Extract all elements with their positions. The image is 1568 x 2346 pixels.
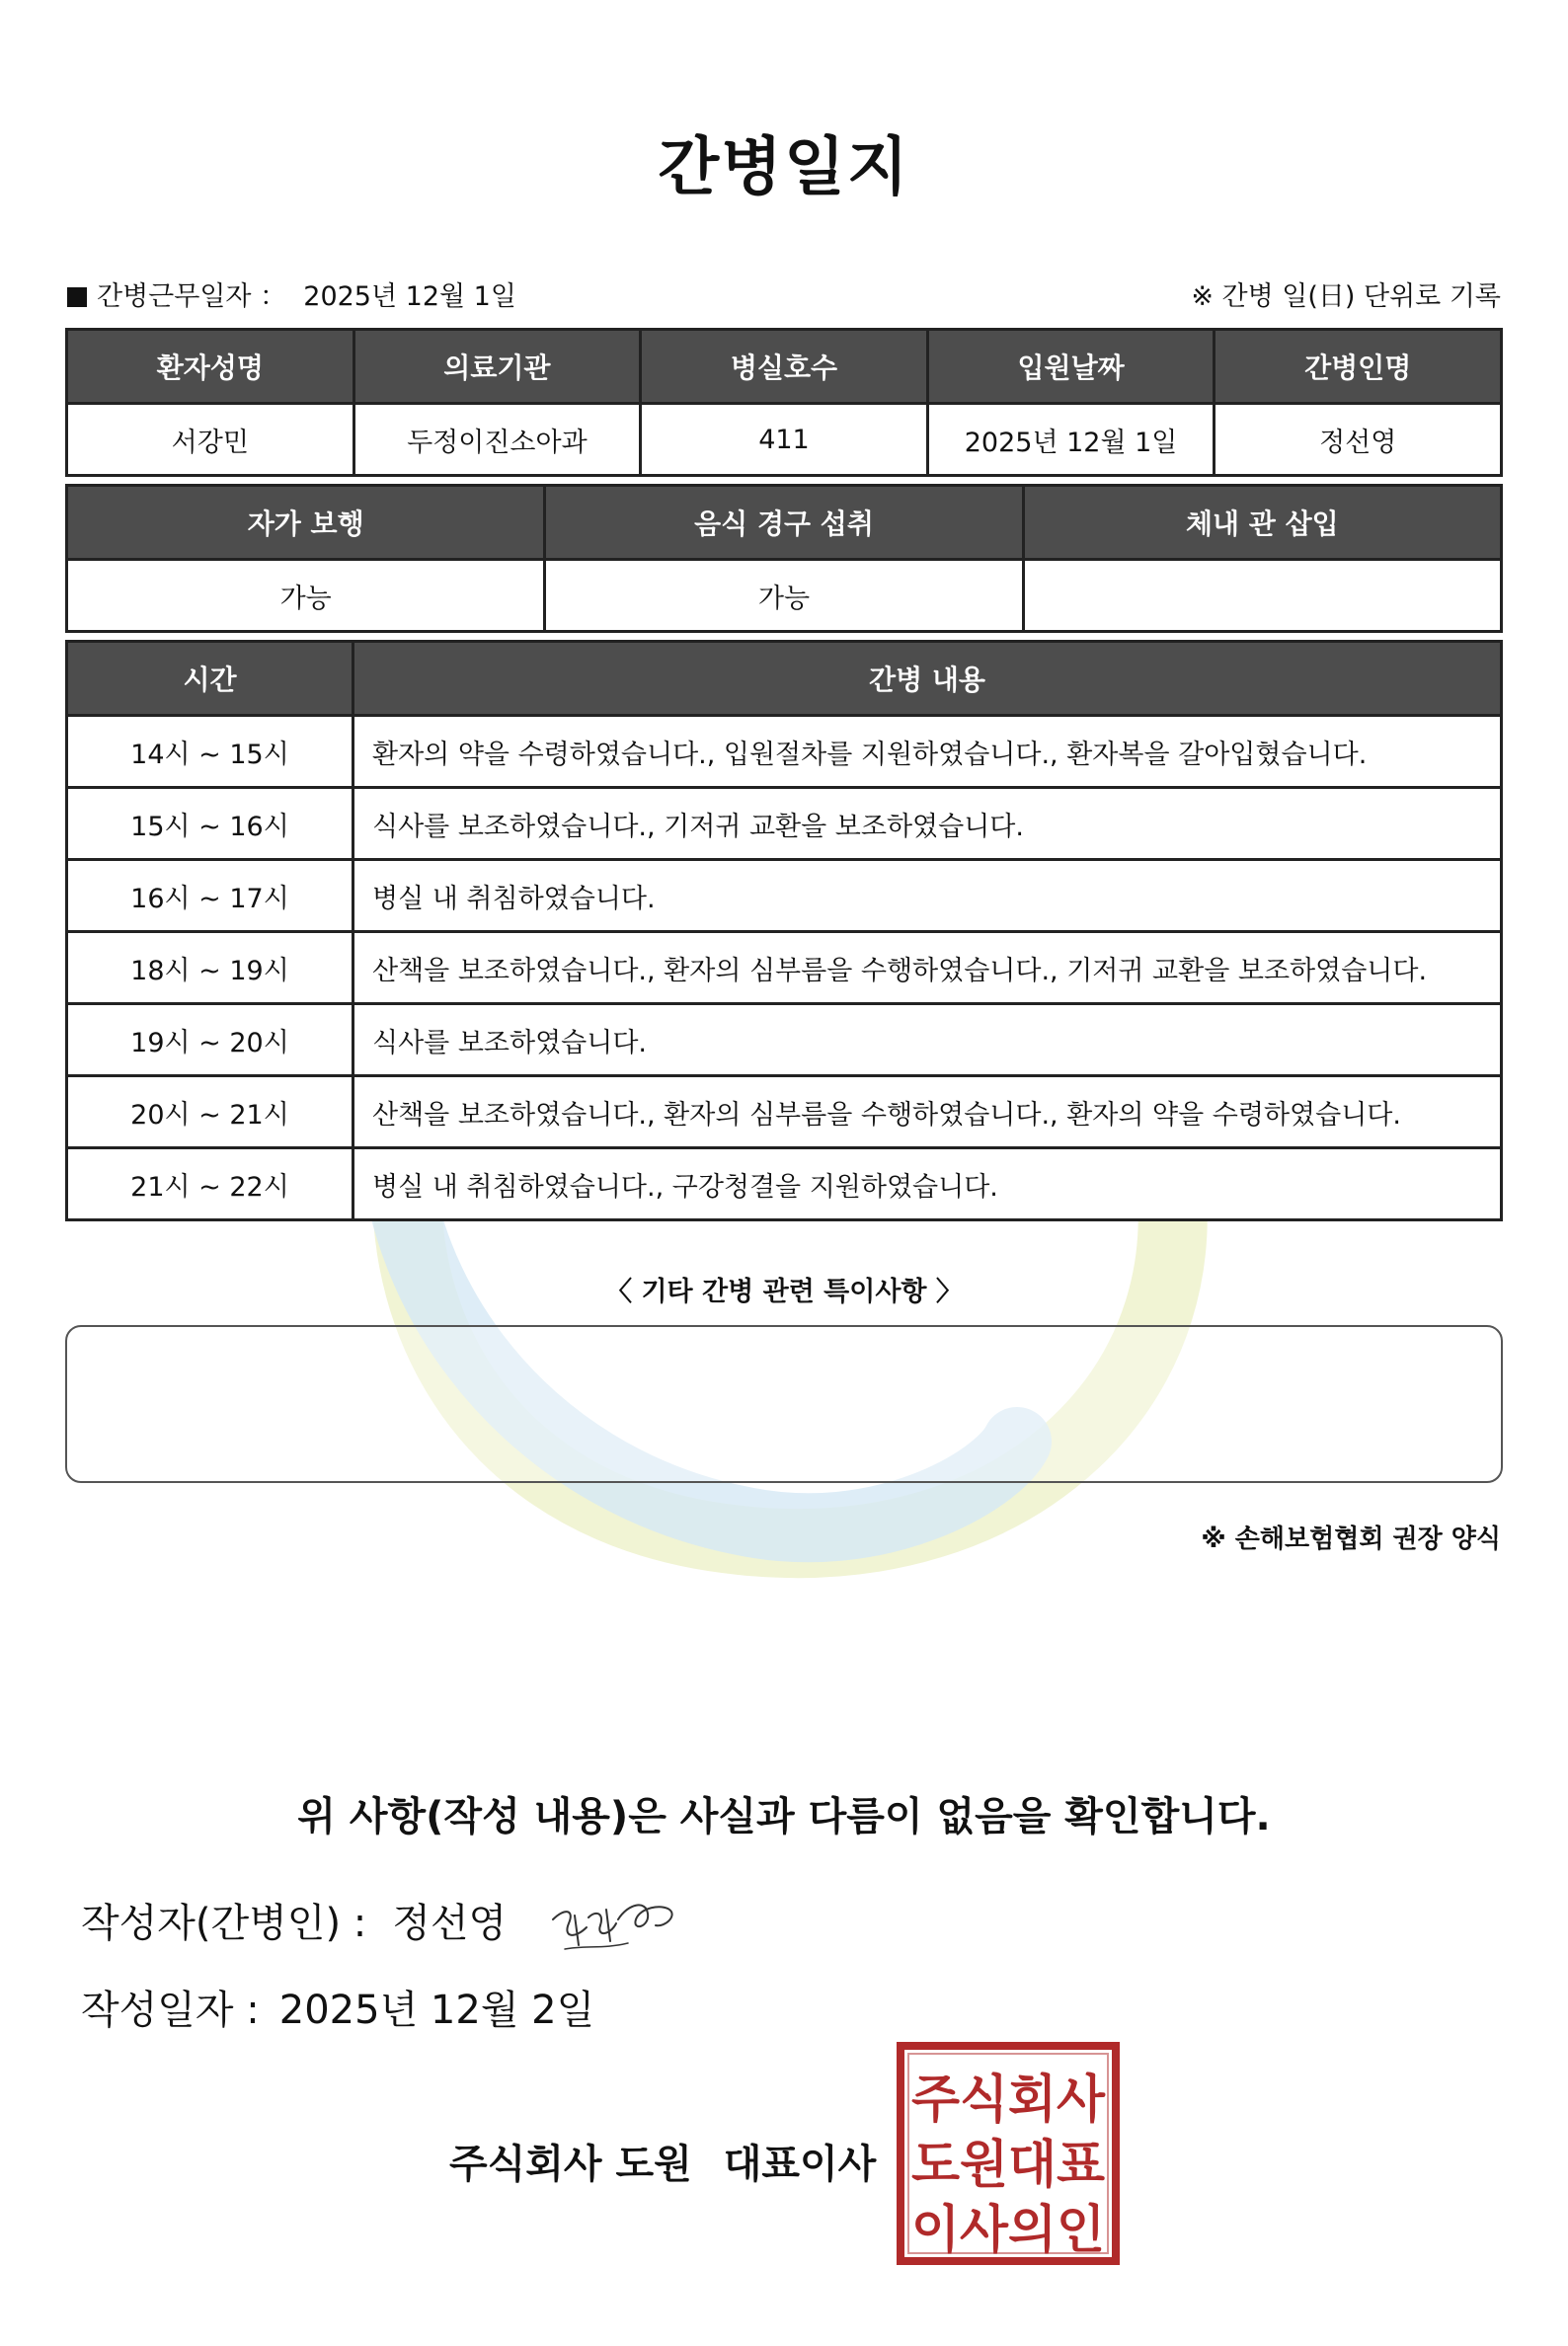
company-seal-stamp bbox=[897, 2042, 1120, 2265]
work-date-separator: ： bbox=[260, 281, 287, 312]
page-title: 간병일지 bbox=[658, 131, 910, 204]
square-bullet-icon bbox=[67, 287, 87, 307]
self-walking-value: 가능 bbox=[67, 560, 545, 632]
seal-line-1: 주식회사 bbox=[911, 2071, 1106, 2130]
work-date-value: 2025년 12월 1일 bbox=[303, 281, 516, 312]
log-time: 16시 ~ 17시 bbox=[67, 860, 353, 932]
log-content: 병실 내 취침하였습니다. bbox=[353, 860, 1502, 932]
log-row bbox=[67, 860, 1502, 932]
confirmation-statement: 위 사항(작성 내용)은 사실과 다름이 없음을 확인합니다. bbox=[297, 1794, 1271, 1839]
log-time: 14시 ~ 15시 bbox=[67, 716, 353, 788]
company-name: 주식회사 도원 bbox=[449, 2142, 692, 2187]
patient-status-table bbox=[65, 484, 1503, 633]
status-header-row bbox=[67, 486, 1502, 560]
status-value-row bbox=[67, 560, 1502, 632]
log-row bbox=[67, 1004, 1502, 1076]
header-admission-date: 입원날짜 bbox=[927, 330, 1215, 404]
log-header-row bbox=[67, 642, 1502, 716]
header-time: 시간 bbox=[67, 642, 353, 716]
writer-label: 작성자(간병인) : bbox=[81, 1901, 367, 1946]
company-signature-line bbox=[449, 2133, 876, 2189]
caregiver-name: 정선영 bbox=[1215, 404, 1502, 476]
handwritten-signature bbox=[545, 1880, 693, 1959]
written-date-label: 작성일자 : bbox=[81, 1988, 260, 2033]
log-time: 18시 ~ 19시 bbox=[67, 932, 353, 1004]
log-content: 환자의 약을 수령하였습니다., 입원절차를 지원하였습니다., 환자복을 갈아입혔습니다. bbox=[353, 716, 1502, 788]
header-tube-insertion: 체내 관 삽입 bbox=[1023, 486, 1501, 560]
representative-title: 대표이사 bbox=[723, 2142, 877, 2187]
seal-line-3: 이사의인 bbox=[911, 2201, 1105, 2260]
patient-value-row bbox=[67, 404, 1502, 476]
log-row bbox=[67, 716, 1502, 788]
log-row bbox=[67, 932, 1502, 1004]
room-number: 411 bbox=[641, 404, 928, 476]
oral-intake-value: 가능 bbox=[545, 560, 1023, 632]
work-date bbox=[67, 274, 516, 313]
log-content: 식사를 보조하였습니다., 기저귀 교환을 보조하였습니다. bbox=[353, 788, 1502, 860]
header-caregiver-name: 간병인명 bbox=[1215, 330, 1502, 404]
log-time: 19시 ~ 20시 bbox=[67, 1004, 353, 1076]
recommend-note: ※ 손해보험협회 권장 양식 bbox=[1201, 1525, 1501, 1554]
tube-insertion-value bbox=[1023, 560, 1501, 632]
log-content: 식사를 보조하였습니다. bbox=[353, 1004, 1502, 1076]
written-date-row bbox=[81, 1979, 594, 2035]
written-date-value: 2025년 12월 2일 bbox=[278, 1988, 595, 2033]
header-room-number: 병실호수 bbox=[641, 330, 928, 404]
special-notes-title: 〈 기타 간병 관련 특이사항 〉 bbox=[605, 1277, 963, 1307]
log-content: 병실 내 취침하였습니다., 구강청결을 지원하였습니다. bbox=[353, 1148, 1502, 1220]
log-content: 산책을 보조하였습니다., 환자의 심부름을 수행하였습니다., 기저귀 교환을 보조하였습니다. bbox=[353, 932, 1502, 1004]
record-note: ※ 간병 일(日) 단위로 기록 bbox=[1191, 281, 1501, 312]
header-care-content: 간병 내용 bbox=[353, 642, 1502, 716]
patient-header-row bbox=[67, 330, 1502, 404]
log-row bbox=[67, 788, 1502, 860]
admission-date: 2025년 12월 1일 bbox=[927, 404, 1215, 476]
work-date-label: 간병근무일자 bbox=[97, 281, 252, 312]
log-row bbox=[67, 1076, 1502, 1148]
header-hospital: 의료기관 bbox=[353, 330, 641, 404]
writer-row bbox=[81, 1892, 507, 1948]
log-time: 21시 ~ 22시 bbox=[67, 1148, 353, 1220]
log-time: 20시 ~ 21시 bbox=[67, 1076, 353, 1148]
log-content: 산책을 보조하였습니다., 환자의 심부름을 수행하였습니다., 환자의 약을 수령하였습니다. bbox=[353, 1076, 1502, 1148]
special-notes-box bbox=[65, 1325, 1503, 1483]
care-log-table bbox=[65, 640, 1503, 1221]
seal-line-2: 도원대표 bbox=[911, 2136, 1105, 2195]
log-row bbox=[67, 1148, 1502, 1220]
log-time: 15시 ~ 16시 bbox=[67, 788, 353, 860]
hospital-name: 두정이진소아과 bbox=[353, 404, 641, 476]
writer-name: 정선영 bbox=[392, 1901, 508, 1946]
patient-name: 서강민 bbox=[67, 404, 354, 476]
patient-info-table bbox=[65, 328, 1503, 477]
header-patient-name: 환자성명 bbox=[67, 330, 354, 404]
header-oral-intake: 음식 경구 섭취 bbox=[545, 486, 1023, 560]
header-self-walking: 자가 보행 bbox=[67, 486, 545, 560]
